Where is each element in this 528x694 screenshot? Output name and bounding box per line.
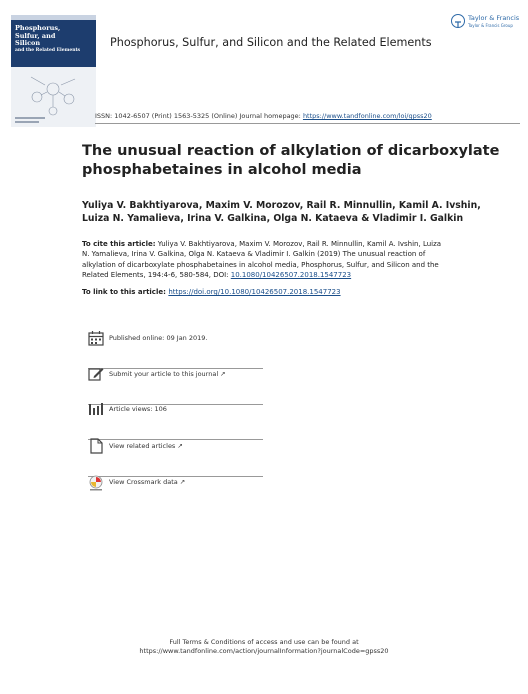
- external-link-icon: ↗: [179, 478, 186, 486]
- publisher-logo-icon: [451, 14, 465, 28]
- cover-title: Phosphorus, Sulfur, and Silicon and the Related Elements: [15, 24, 81, 53]
- published-online-text: Published online: 09 Jan 2019.: [109, 334, 208, 342]
- crossmark-link[interactable]: View Crossmark data ↗: [109, 478, 186, 486]
- issn-text: ISSN: 1042-6507 (Print) 1563-5325 (Online) Journal homepage:: [95, 112, 303, 120]
- crossmark-item[interactable]: [88, 474, 263, 512]
- related-articles-link[interactable]: View related articles ↗: [109, 442, 183, 450]
- cite-doi-link[interactable]: 10.1080/10426507.2018.1547723: [230, 271, 352, 280]
- cite-text: Yuliya V. Bakhtiyarova, Maxim V. Morozov, Rail R. Minnullin, Kamil A. Ivshin, Luiza N. Yamalieva, Irina V. Galkina, Olga N. Kataeva & Vladimir I. Galkin (2019) The unusual reaction of alkylation of dicarboxylate phosphabetaines in alcohol media, Phosphorus, Sulfur, and Silicon and the Related Elements, 194:4-6, 580-584, DOI:: [82, 240, 442, 280]
- footer-terms-link[interactable]: https://www.tandfonline.com/action/journalInformation?journalCode=gpss20: [139, 647, 389, 655]
- submit-article-item[interactable]: [88, 366, 263, 405]
- published-online-item: [88, 330, 263, 369]
- footer: [0, 638, 528, 656]
- submit-article-link[interactable]: Submit your article to this journal ↗: [109, 370, 226, 378]
- document-icon: [88, 438, 104, 454]
- cover-structure-image: [11, 67, 96, 127]
- journal-name: Phosphorus, Sulfur, and Silicon and the Related Elements: [110, 36, 432, 49]
- article-views-text: Article views: 106: [109, 405, 167, 413]
- article-views-item: [88, 401, 263, 440]
- edit-icon: [88, 366, 104, 382]
- journal-cover: [11, 15, 96, 127]
- issn-line: [95, 112, 432, 120]
- footer-line1: Full Terms & Conditions of access and use can be found at: [169, 638, 359, 646]
- publisher-logo[interactable]: [451, 12, 521, 32]
- external-link-icon: ↗: [220, 370, 226, 378]
- article-authors: Yuliya V. Bakhtiyarova, Maxim V. Morozov, Rail R. Minnullin, Kamil A. Ivshin, Luiza N. Yamalieva, Irina V. Galkina, Olga N. Kataeva & Vladimir I. Galkin: [82, 200, 481, 224]
- publisher-sub: Taylor & Francis Group: [468, 23, 513, 28]
- header-divider: [95, 123, 520, 124]
- related-articles-item[interactable]: [88, 438, 263, 477]
- cover-figure: [11, 67, 96, 127]
- bar-chart-icon: [88, 401, 104, 417]
- article-title: The unusual reaction of alkylation of dicarboxylate phosphabetaines in alcohol media: [82, 143, 500, 178]
- link-label: To link to this article:: [82, 288, 169, 296]
- external-link-icon: ↗: [177, 442, 183, 450]
- cite-label: To cite this article:: [82, 240, 156, 248]
- calendar-icon: [88, 330, 104, 346]
- article-doi-link[interactable]: https://doi.org/10.1080/10426507.2018.1547723: [168, 288, 341, 296]
- citation-block: [82, 239, 442, 281]
- journal-homepage-link[interactable]: https://www.tandfonline.com/loi/gpss20: [302, 112, 432, 120]
- publisher-name: Taylor & Francis: [468, 14, 520, 22]
- crossmark-icon: [88, 474, 104, 492]
- article-link-line: [82, 288, 341, 296]
